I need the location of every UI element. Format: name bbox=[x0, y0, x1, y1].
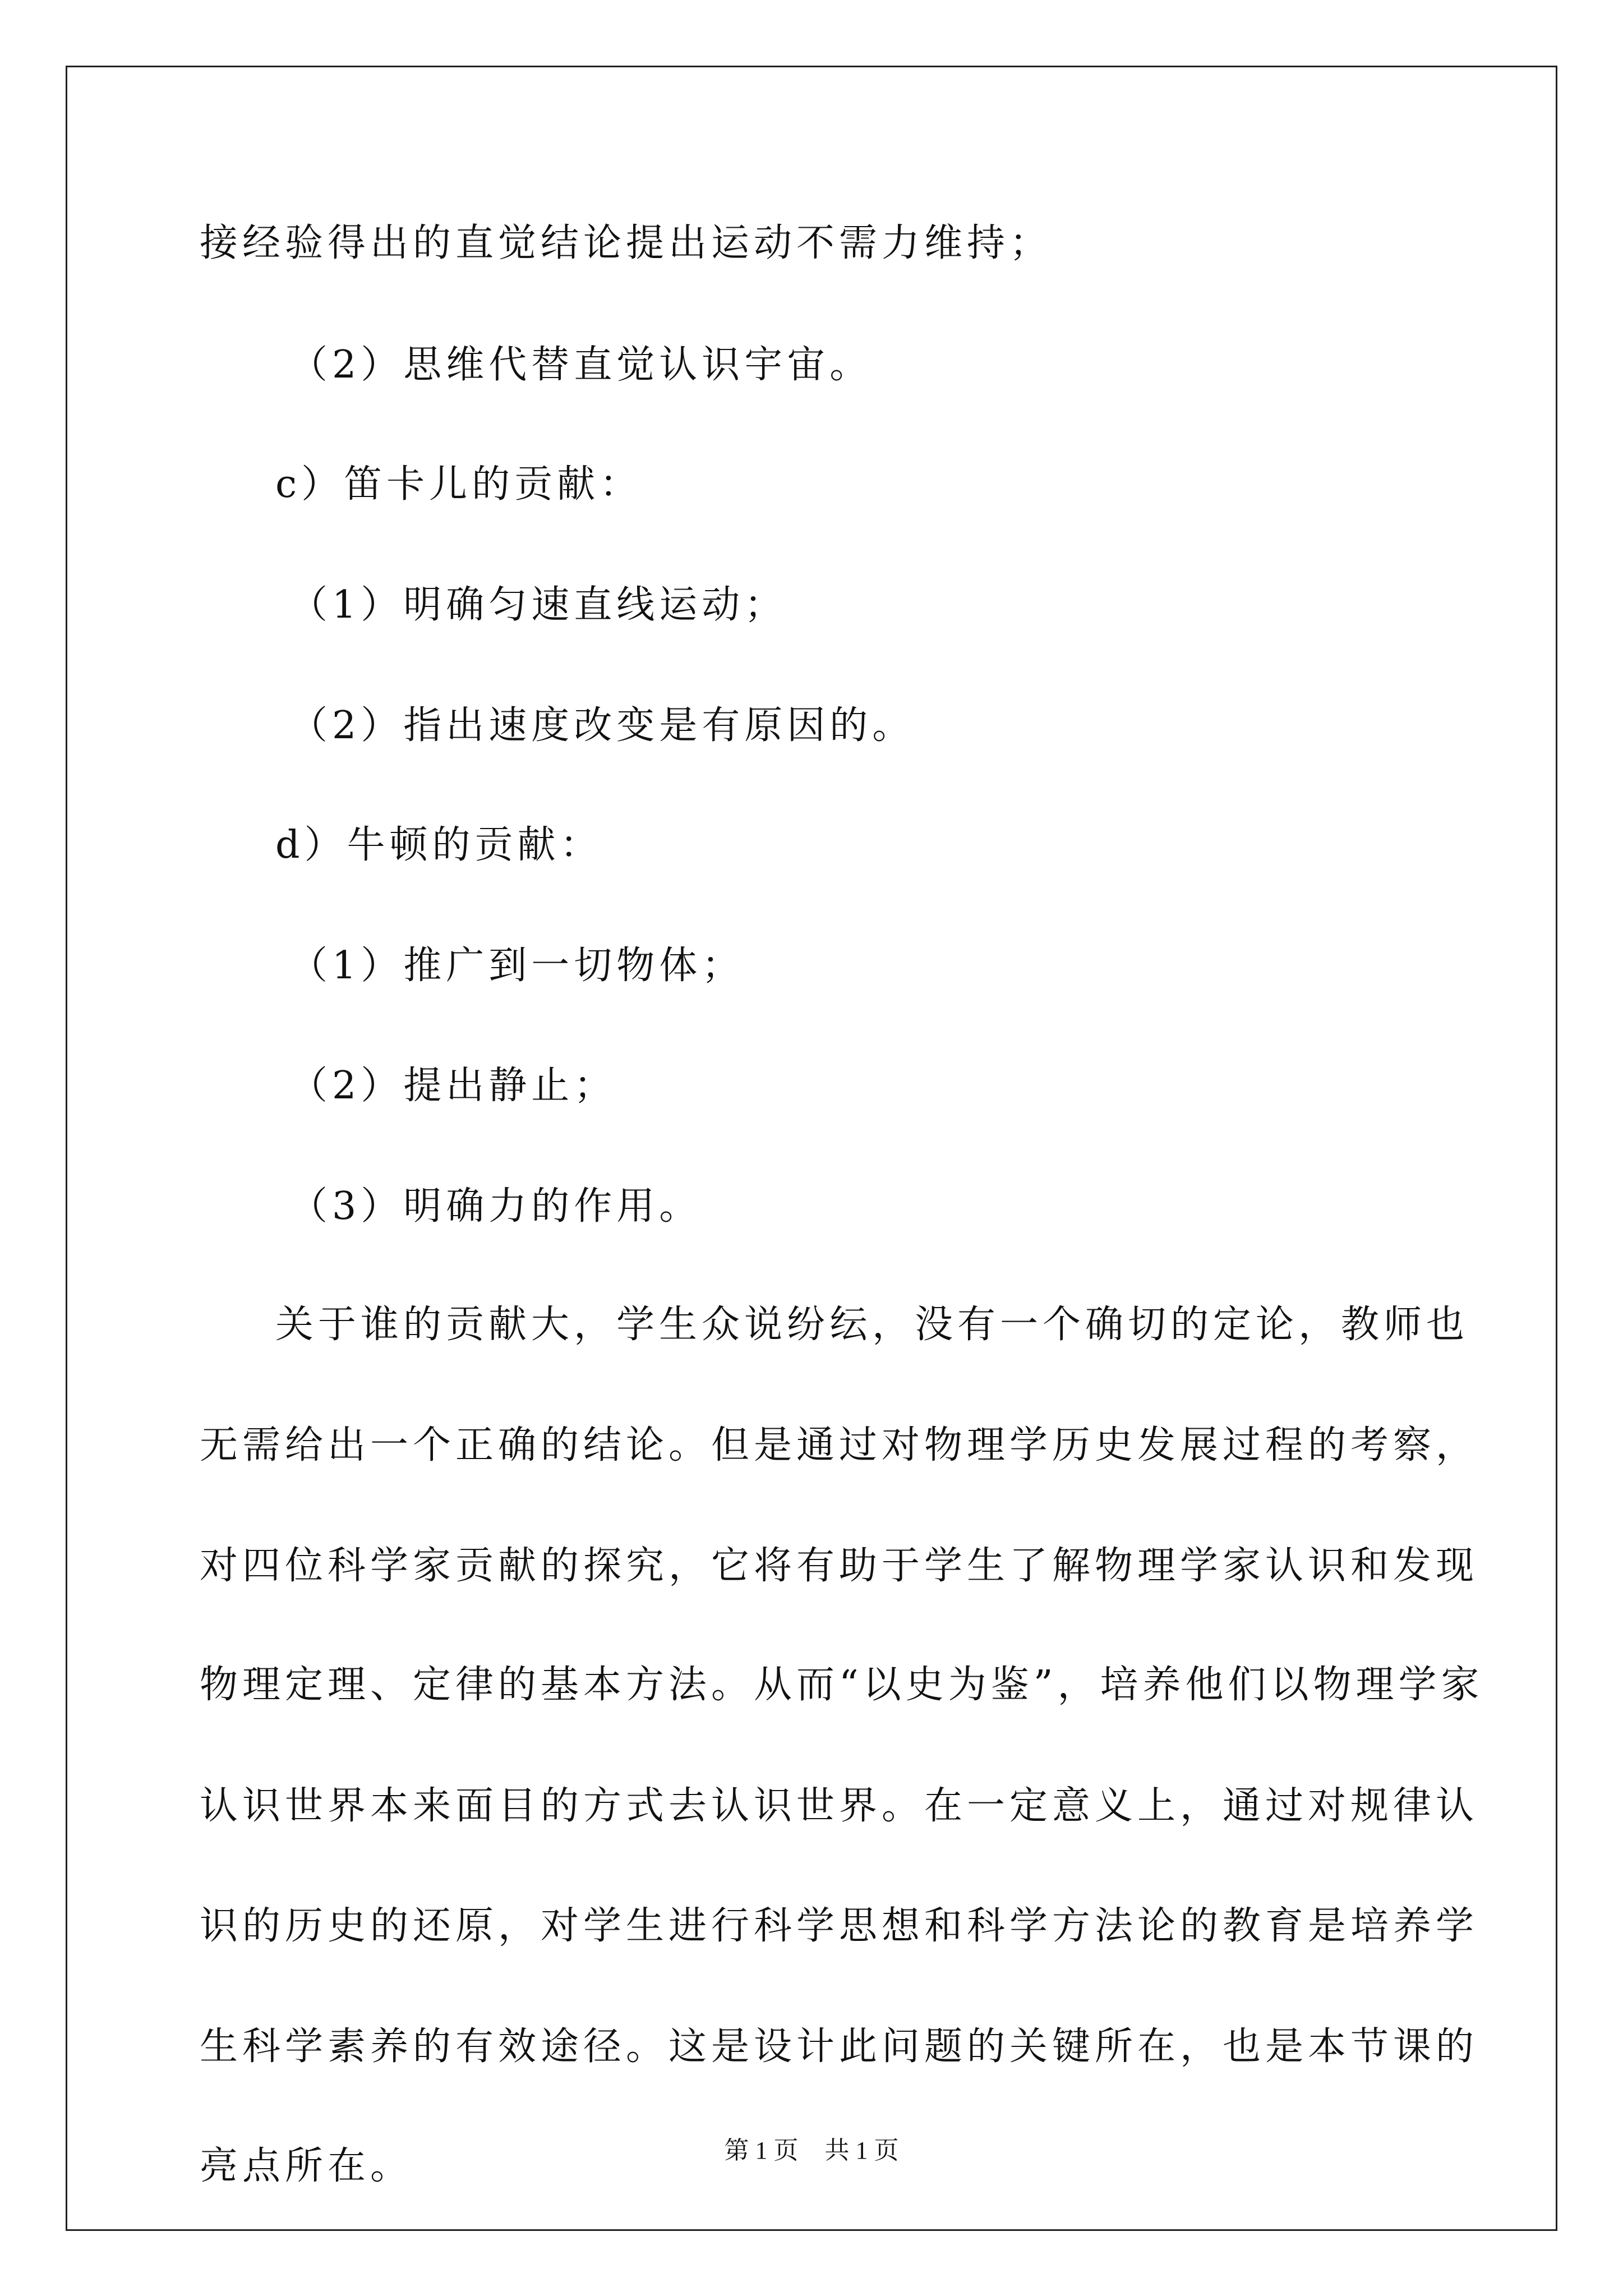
list-item: （2）提出静止； bbox=[289, 1064, 617, 1108]
list-item: （2）思维代替直觉认识宇宙。 bbox=[289, 343, 873, 387]
paragraph-line: 无需给出一个正确的结论。但是通过对物理学历史发展过程的考察， bbox=[200, 1423, 1479, 1467]
section-heading: d）牛顿的贡献： bbox=[275, 823, 603, 867]
paragraph-line: 物理定理、定律的基本方法。从而“以史为鉴”，培养他们以物理学家 bbox=[200, 1663, 1484, 1707]
list-item: （1）明确匀速直线运动； bbox=[289, 583, 787, 627]
page-number: 第 1 页 bbox=[724, 2137, 799, 2164]
text-line: 接经验得出的直觉结论提出运动不需力维持； bbox=[200, 221, 1053, 265]
paragraph-line: 对四位科学家贡献的探究，它将有助于学生了解物理学家认识和发现 bbox=[200, 1544, 1479, 1588]
page-total: 共 1 页 bbox=[824, 2137, 899, 2164]
paragraph-line: 认识世界本来面目的方式去认识世界。在一定意义上，通过对规律认 bbox=[200, 1784, 1479, 1828]
list-item: （1）推广到一切物体； bbox=[289, 944, 745, 988]
paragraph-line: 关于谁的贡献大，学生众说纷纭，没有一个确切的定论，教师也 bbox=[275, 1303, 1469, 1347]
paragraph-line: 识的历史的还原，对学生进行科学思想和科学方法论的教育是培养学 bbox=[200, 1904, 1479, 1948]
section-heading: c）笛卡儿的贡献： bbox=[275, 462, 643, 507]
list-item: （3）明确力的作用。 bbox=[289, 1184, 702, 1228]
paragraph-line: 亮点所在。 bbox=[200, 2144, 413, 2188]
page-footer bbox=[0, 2138, 1623, 2163]
list-item: （2）指出速度改变是有原因的。 bbox=[289, 703, 915, 748]
paragraph-line: 生科学素养的有效途径。这是设计此问题的关键所在，也是本节课的 bbox=[200, 2024, 1479, 2069]
